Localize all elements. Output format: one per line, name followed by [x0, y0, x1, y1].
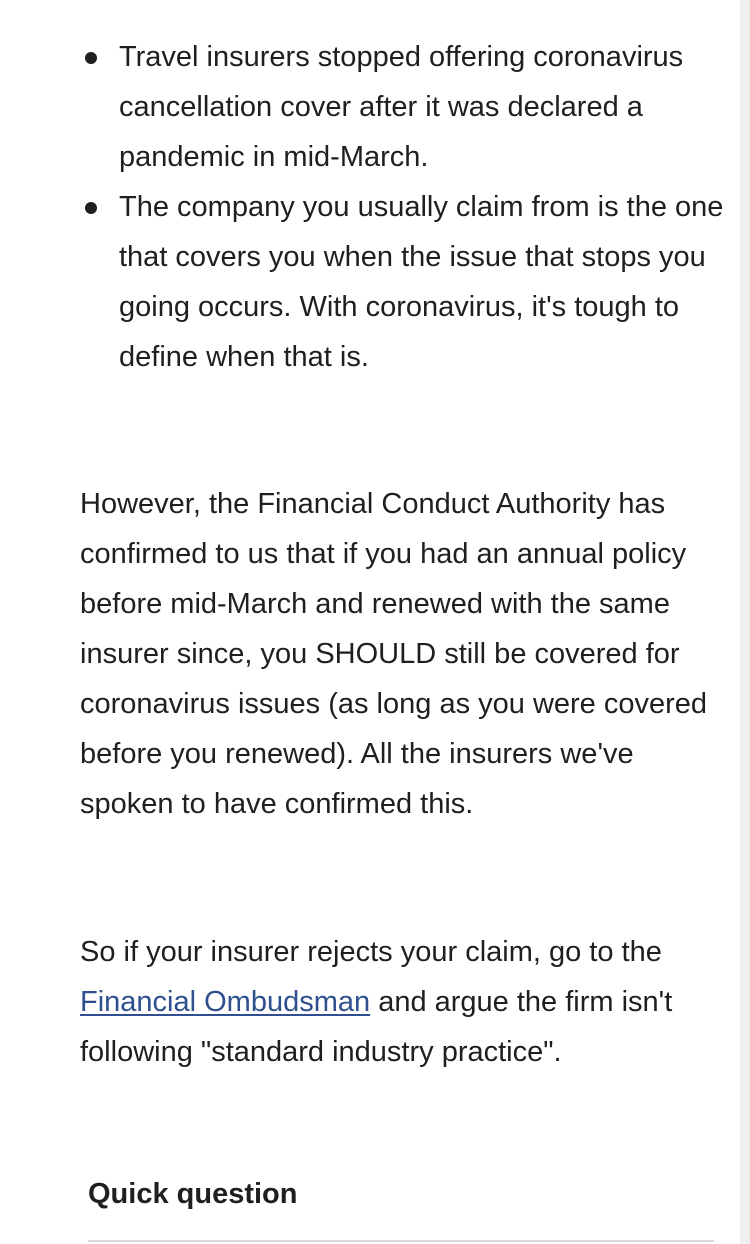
bullet-icon: [85, 52, 97, 64]
scrollbar[interactable]: [740, 0, 750, 1244]
paragraph-text-after-link: and argue the firm isn't following "standard industry practice".: [80, 986, 673, 1068]
bullet-list: [0, 32, 750, 382]
bullet-text: Travel insurers stopped offering coronavirus cancellation cover after it was declared a pandemic in mid-March.: [119, 41, 684, 173]
paragraph-text-before-link: So if your insurer rejects your claim, go to the: [80, 936, 662, 968]
bullet-icon: [85, 202, 97, 214]
list-item: [0, 32, 750, 182]
quick-question-divider: [88, 1240, 714, 1242]
paragraph-fca: However, the Financial Conduct Authority has confirmed to us that if you had an annual policy before mid-March and renewed with the same insurer since, you SHOULD still be covered for coronavirus issues (as long as you were covered before you renewed). All the insurers we've spoken to have confirmed this.: [80, 488, 708, 820]
paragraph-ombudsman: [80, 927, 720, 1077]
financial-ombudsman-link[interactable]: Financial Ombudsman: [80, 986, 371, 1018]
quick-question-heading: Quick question: [88, 1178, 298, 1210]
list-item: [0, 182, 750, 382]
bullet-text: The company you usually claim from is the one that covers you when the issue that stops you going occurs. With coronavirus, it's tough to define when that is.: [119, 191, 724, 373]
